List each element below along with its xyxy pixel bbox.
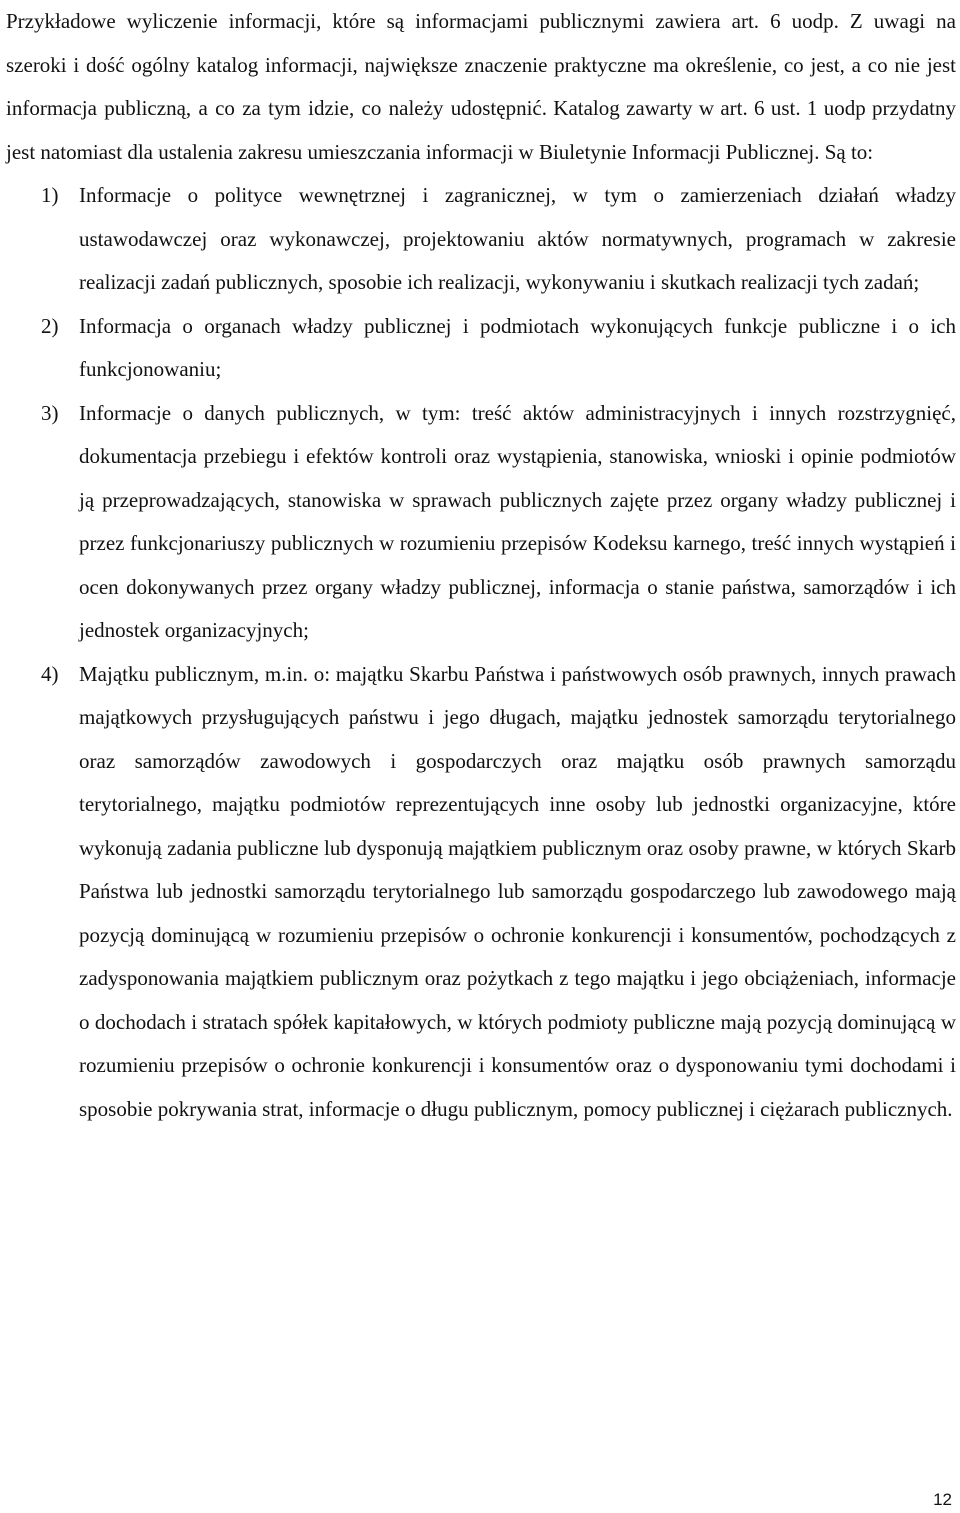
list-item-number: 3) — [41, 400, 59, 425]
list-item-number: 1) — [41, 183, 59, 207]
list-item-text: Informacja o organach władzy publicznej i podmiotach wykonujących funkcje publiczne i o ich funkcjonowaniu; — [79, 313, 956, 381]
intro-paragraph — [6, 0, 956, 174]
list-item — [6, 653, 956, 1132]
list-item — [6, 392, 956, 653]
document-page — [6, 0, 956, 1131]
list-item — [6, 174, 956, 305]
list-item — [6, 305, 956, 392]
list-item-text: Informacje o polityce wewnętrznej i zagranicznej, w tym o zamierzeniach działań władzy ustawodawczej oraz wykonawczej, projektowaniu aktów normatywnych, programach w zakresie realizacji zadań publicznych, sposobie ich realizacji, wykonywaniu i skutkach realizacji tych zadań; — [79, 183, 956, 294]
intro-text-part-1: Przykładowe wyliczenie informacji, które są informacjami publicznymi zawiera art. 6 uodp. Z uwagi na szeroki i dość ogólny katalog informacji, największe znaczenie praktyczne ma określenie, co jest, a co nie jest informacja publiczną, a co za tym idzie, co należy udostępnić. — [6, 9, 956, 120]
list-item-number: 2) — [41, 313, 59, 338]
list-item-text: Majątku publicznym, m.in. o: majątku Skarbu Państwa i państwowych osób prawnych, innych prawach majątkowych przysługujących państwu i jego długach, majątku jednostek samorządu terytorialnego oraz samorządów zawodowych i gospodarczych oraz majątku osób prawnych samorządu terytorialnego, majątku podmiotów reprezentujących inne osoby lub jednostki organizacyjne, które wykonują zadania publiczne lub dysponują majątkiem publicznym oraz osoby prawne, w których Skarb Państwa lub jednostki samorządu terytorialnego lub samorządu gospodarczego lub zawodowego mają pozycją dominującą w rozumieniu przepisów o ochronie konkurencji i konsumentów, pochodzących z zadysponowania majątkiem publicznym oraz pożytkach z tego majątku i jego obciążeniach, informacje o dochodach i stratach spółek kapitałowych, w których podmioty publiczne mają pozycją dominującą w rozumieniu przepisów o ochronie konkurencji i konsumentów oraz o dysponowaniu tymi dochodami i sposobie pokrywania strat, informacje o długu publicznym, pomocy publicznej i ciężarach publicznych. — [79, 661, 956, 1121]
list-item-text: Informacje o danych publicznych, w tym: treść aktów administracyjnych i innych rozstrzygnięć, dokumentacja przebiegu i efektów kontroli oraz wystąpienia, stanowiska, wnioski i opinie podmiotów ją przeprowadzających, stanowiska w sprawach publicznych zajęte przez organy władzy publicznej i przez funkcjonariuszy publicznych w rozumieniu przepisów Kodeksu karnego, treść innych wystąpień i ocen dokonywanych przez organy władzy publicznej, informacja o stanie państwa, samorządów i ich jednostek organizacyjnych; — [79, 400, 956, 642]
page-number: 12 — [933, 1490, 952, 1509]
information-list — [6, 174, 956, 1131]
intro-text-part-2: Katalog zawarty w art. 6 ust. 1 uodp przydatny jest natomiast dla ustalenia zakresu umieszczania informacji w Biuletynie Informacji Publicznej. Są to: — [6, 96, 956, 164]
list-item-number: 4) — [41, 661, 59, 686]
